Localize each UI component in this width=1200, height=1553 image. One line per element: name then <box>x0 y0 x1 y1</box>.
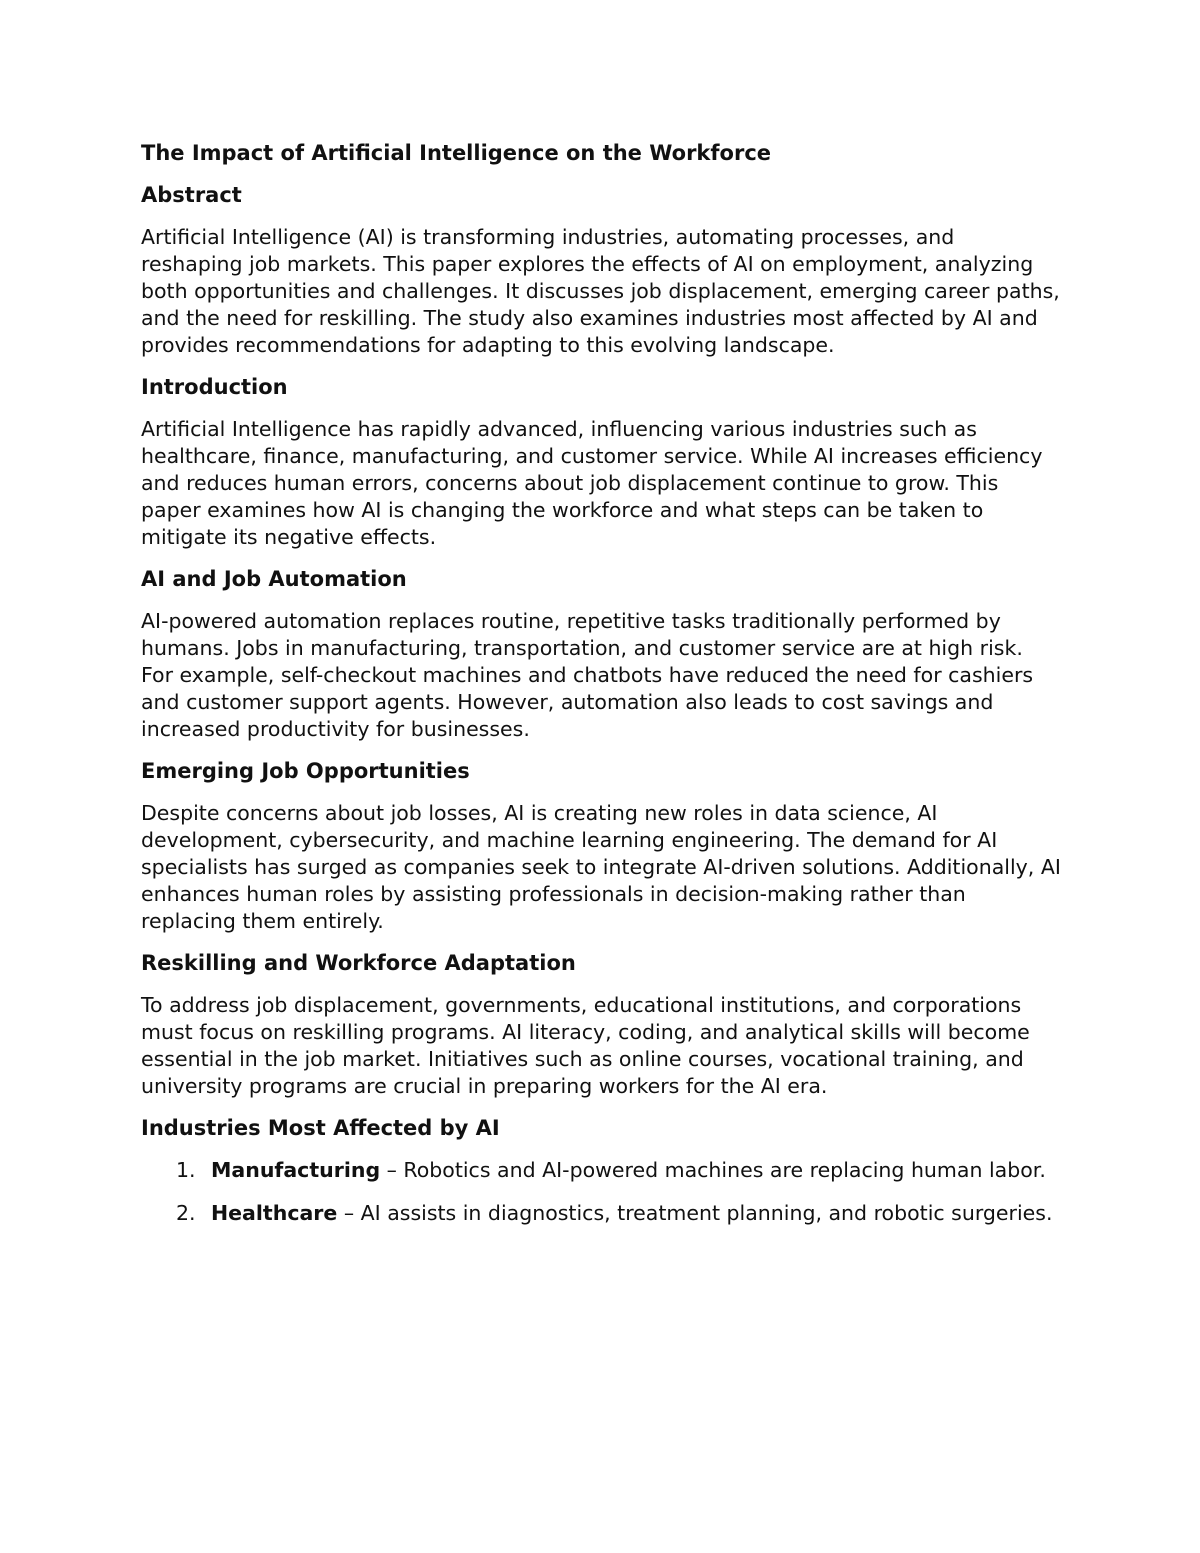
section-heading-industries-affected: Industries Most Affected by AI <box>141 1116 500 1140</box>
list-item <box>141 1200 1061 1227</box>
list-item <box>141 1157 1061 1184</box>
section-body-reskilling: To address job displacement, governments, educational institutions, and corporations must focus on reskilling programs. AI literacy, coding, and analytical skills will become essential in the job market. Initiatives such as online courses, vocational training, and university programs are crucial in preparing workers for the AI era. <box>141 993 1030 1098</box>
list-item-text: – Robotics and AI-powered machines are replacing human labor. <box>380 1158 1046 1182</box>
section-heading-abstract: Abstract <box>141 183 242 207</box>
list-item-number: 1. <box>176 1158 196 1182</box>
list-item-term: Manufacturing <box>211 1158 381 1182</box>
industries-list <box>141 1157 1061 1227</box>
section-heading-emerging-opportunities: Emerging Job Opportunities <box>141 759 470 783</box>
section-body-emerging-opportunities: Despite concerns about job losses, AI is creating new roles in data science, AI development, cybersecurity, and machine learning engineering. The demand for AI specialists has surged as companies seek to integrate AI-driven solutions. Additionally, AI enhances human roles by assisting professionals in decision-making rather than replacing them entirely. <box>141 801 1061 933</box>
document-title: The Impact of Artificial Intelligence on the Workforce <box>141 141 772 165</box>
section-heading-ai-job-automation: AI and Job Automation <box>141 567 407 591</box>
section-body-abstract: Artificial Intelligence (AI) is transforming industries, automating processes, and reshaping job markets. This paper explores the effects of AI on employment, analyzing both opportunities and challenges. It discusses job displacement, emerging career paths, and the need for reskilling. The study also examines industries most affected by AI and provides recommendations for adapting to this evolving landscape. <box>141 225 1060 357</box>
list-item-number: 2. <box>176 1201 196 1225</box>
list-item-text: – AI assists in diagnostics, treatment planning, and robotic surgeries. <box>337 1201 1053 1225</box>
section-body-ai-job-automation: AI-powered automation replaces routine, repetitive tasks traditionally performed by humans. Jobs in manufacturing, transportation, and customer service are at high risk. For example, self-checkout machines and chatbots have reduced the need for cashiers and customer support agents. However, automation also leads to cost savings and increased productivity for businesses. <box>141 609 1034 741</box>
document-page <box>141 139 1061 1243</box>
section-body-introduction: Artificial Intelligence has rapidly advanced, influencing various industries such as healthcare, finance, manufacturing, and customer service. While AI increases efficiency and reduces human errors, concerns about job displacement continue to grow. This paper examines how AI is changing the workforce and what steps can be taken to mitigate its negative effects. <box>141 417 1043 549</box>
section-heading-reskilling: Reskilling and Workforce Adaptation <box>141 951 576 975</box>
list-item-term: Healthcare <box>211 1201 338 1225</box>
section-heading-introduction: Introduction <box>141 375 288 399</box>
